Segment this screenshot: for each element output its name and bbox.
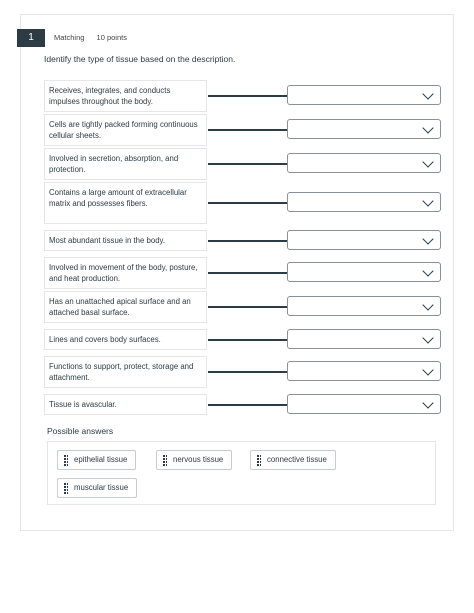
answer-chip-label: connective tissue [267,455,327,464]
chevron-down-icon [422,156,433,167]
answer-dropdown[interactable] [287,230,441,250]
match-description: Most abundant tissue in the body. [44,230,207,251]
match-description: Tissue is avascular. [44,394,207,415]
possible-answers-box [47,441,436,505]
answer-chip-label: muscular tissue [74,483,129,492]
answer-chip-muscular[interactable] [57,478,137,498]
chevron-down-icon [422,88,433,99]
answer-dropdown[interactable] [287,329,441,349]
match-description: Involved in secretion, absorption, and protection. [44,148,207,180]
answer-dropdown[interactable] [287,296,441,316]
answer-dropdown[interactable] [287,119,441,139]
question-type: Matching [54,33,85,42]
chevron-down-icon [422,233,433,244]
answer-chip-epithelial[interactable] [57,450,136,470]
drag-handle-icon [163,455,167,465]
answer-chip-connective[interactable] [250,450,336,470]
answer-dropdown[interactable] [287,361,441,381]
chevron-down-icon [422,122,433,133]
answer-dropdown[interactable] [287,192,441,212]
possible-answers-label: Possible answers [47,426,114,436]
match-description: Involved in movement of the body, posture, and heat production. [44,257,207,289]
match-description: Receives, integrates, and conducts impulses throughout the body. [44,80,207,112]
chevron-down-icon [422,364,433,375]
drag-handle-icon [64,455,68,465]
chevron-down-icon [422,195,433,206]
drag-handle-icon [257,455,261,465]
answer-chip-label: epithelial tissue [74,455,128,464]
chevron-down-icon [422,299,433,310]
answer-chip-label: nervous tissue [173,455,224,464]
question-number: 1 [17,29,45,47]
question-meta [54,33,137,42]
chevron-down-icon [422,332,433,343]
match-description: Functions to support, protect, storage and attachment. [44,356,207,388]
chevron-down-icon [422,265,433,276]
chevron-down-icon [422,397,433,408]
answer-chip-nervous[interactable] [156,450,232,470]
answer-dropdown[interactable] [287,394,441,414]
question-prompt: Identify the type of tissue based on the description. [44,54,236,64]
answer-dropdown[interactable] [287,262,441,282]
drag-handle-icon [64,483,68,493]
question-points: 10 points [96,33,127,42]
match-description: Lines and covers body surfaces. [44,329,207,350]
answer-dropdown[interactable] [287,85,441,105]
answer-dropdown[interactable] [287,153,441,173]
match-description: Has an unattached apical surface and an attached basal surface. [44,291,207,323]
match-description: Contains a large amount of extracellular matrix and possesses fibers. [44,182,207,224]
match-description: Cells are tightly packed forming continuous cellular sheets. [44,114,207,146]
